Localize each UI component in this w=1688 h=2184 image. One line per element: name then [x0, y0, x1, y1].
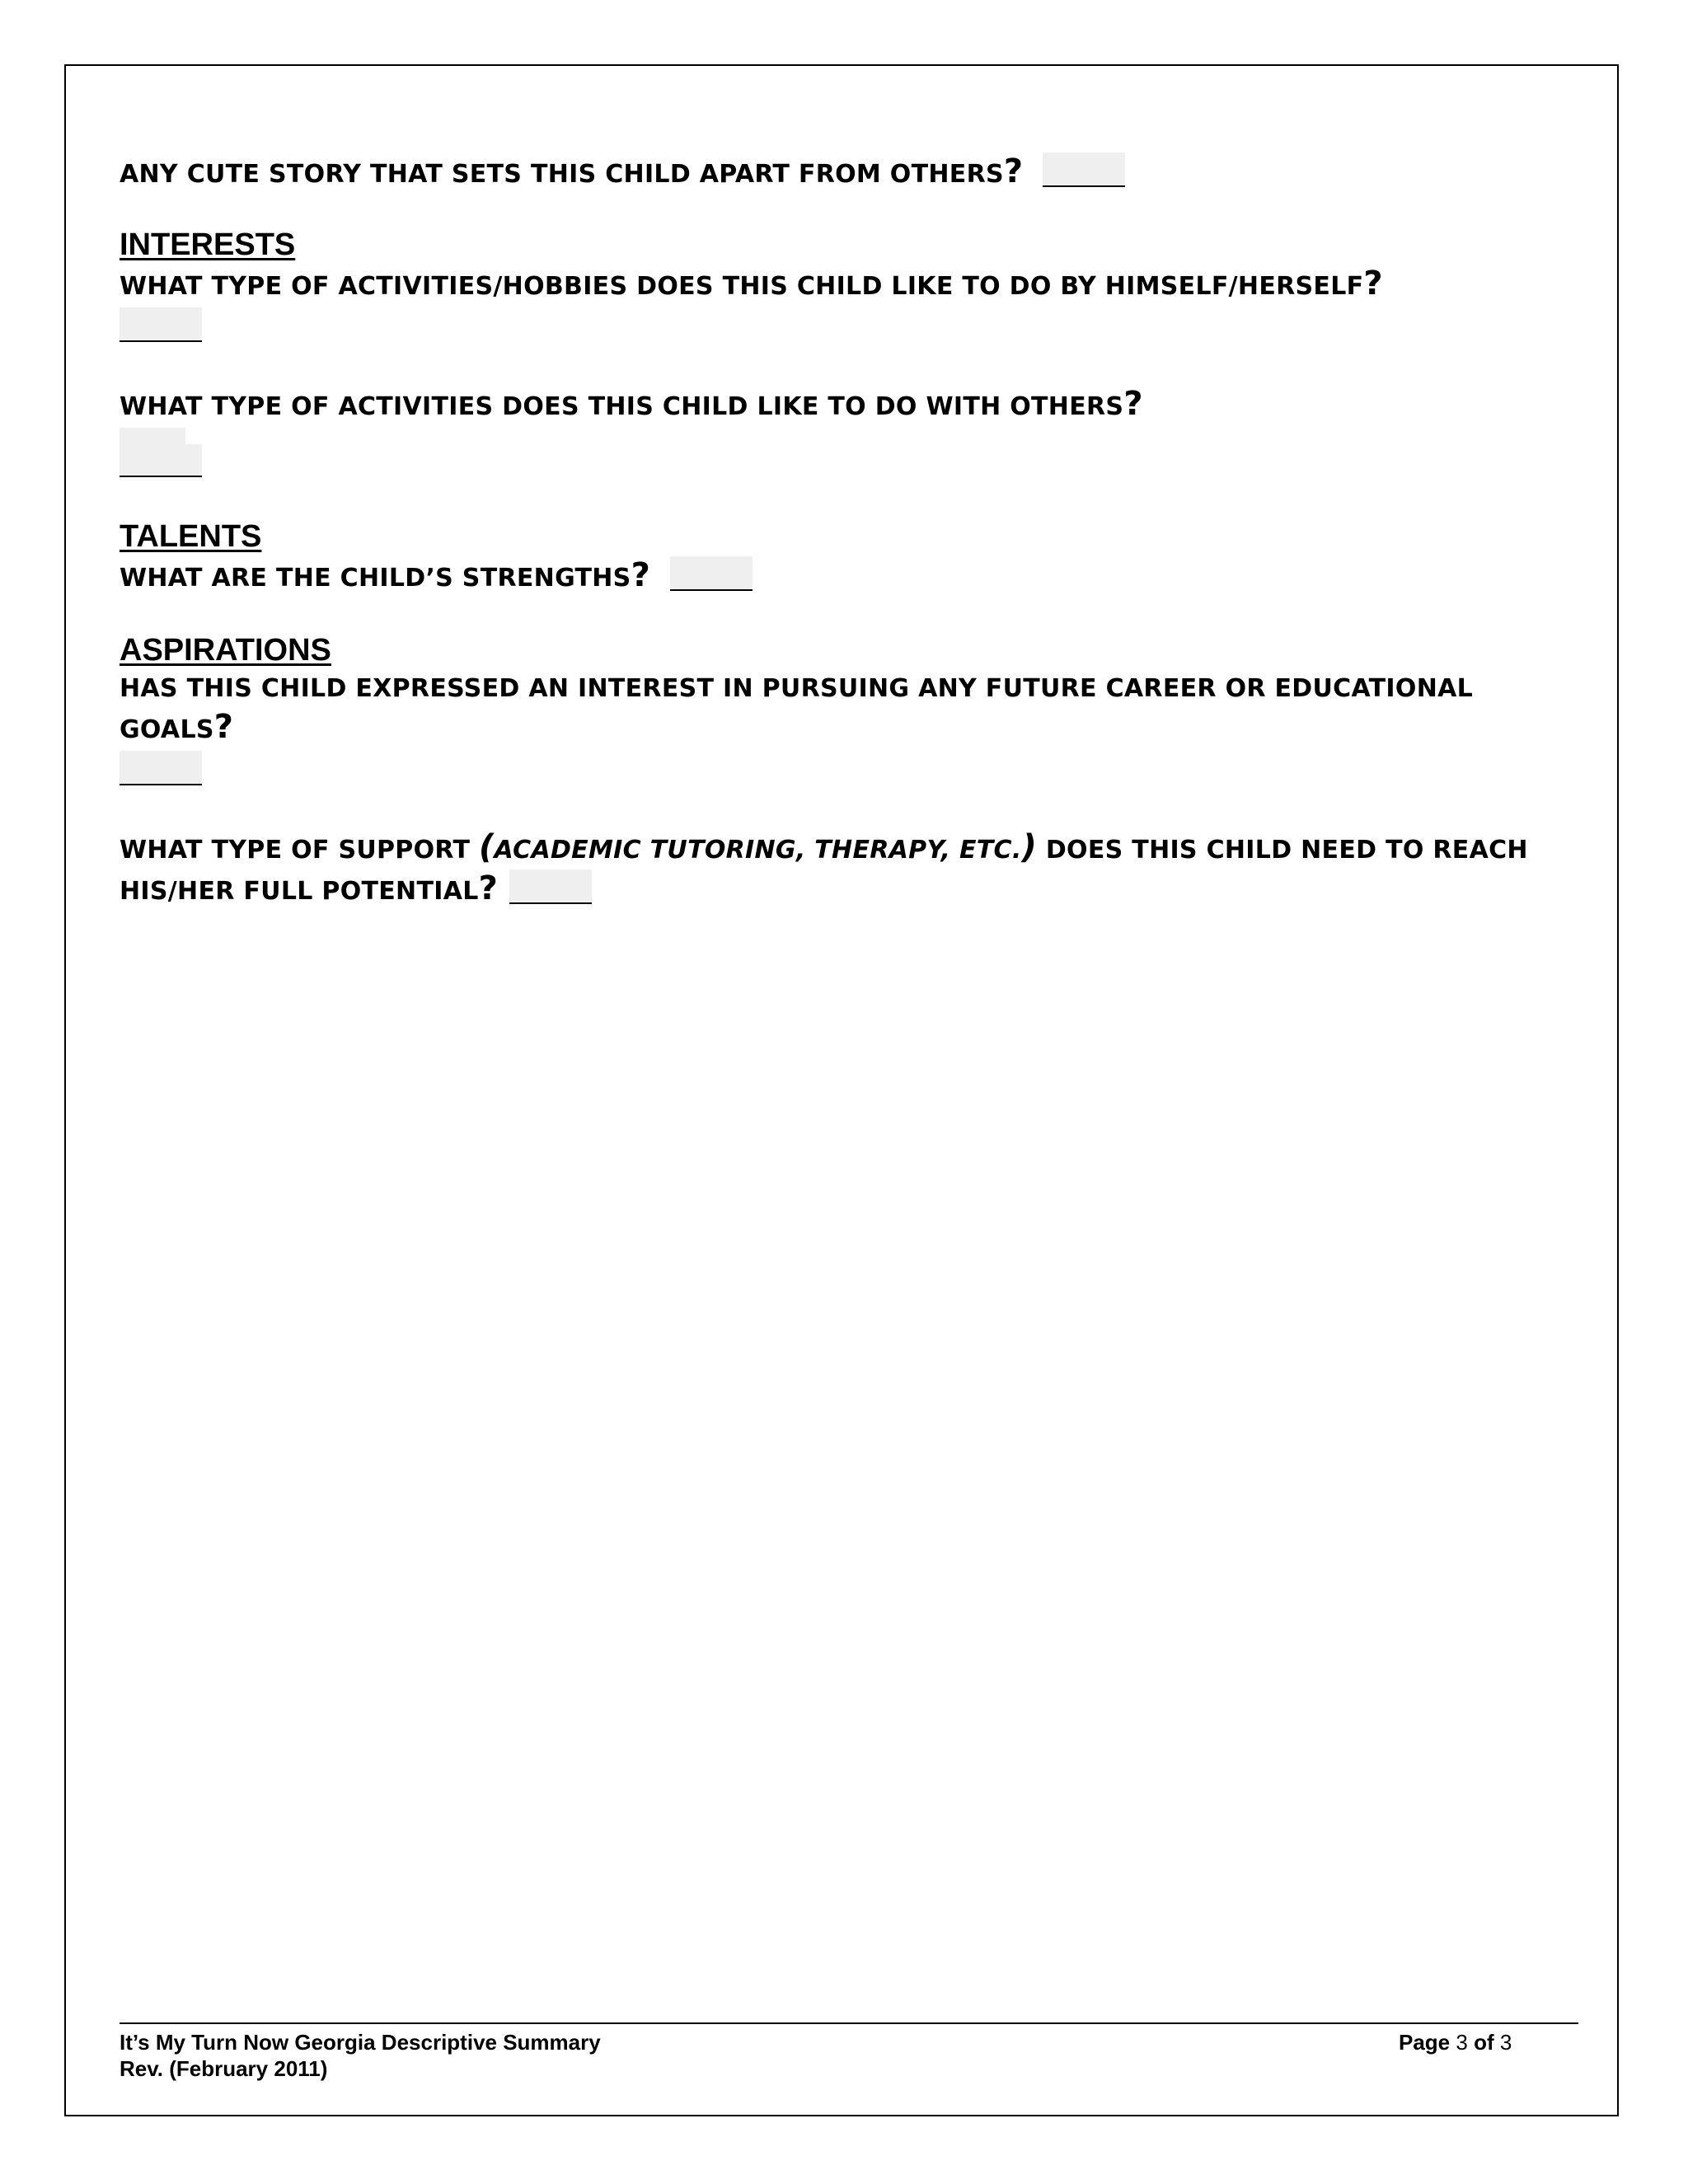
- question-support-text-before: WHAT TYPE OF SUPPORT: [120, 836, 479, 865]
- footer-rule: [120, 2022, 1578, 2024]
- field-shade-top: [120, 428, 185, 444]
- paren-close: ): [1021, 828, 1038, 866]
- footer-left: [120, 2029, 601, 2082]
- paren-open: (: [478, 828, 495, 866]
- page-number: [1399, 2029, 1512, 2055]
- footer-revision: Rev. (February 2011): [120, 2056, 328, 2081]
- section-heading-talents: TALENTS: [120, 519, 262, 554]
- page-total: 3: [1499, 2030, 1512, 2055]
- question-support-text-after: DOES THIS CHILD NEED TO REACH: [1037, 836, 1528, 865]
- page-current: 3: [1456, 2030, 1468, 2055]
- question-interests-alone-text: WHAT TYPE OF ACTIVITIES/HOBBIES DOES THIS CHILD LIKE TO DO BY HIMSELF/HERSELF: [120, 272, 1364, 301]
- question-mark: ?: [1123, 385, 1143, 423]
- page-label: Page: [1399, 2030, 1451, 2055]
- question-career-goals: [120, 670, 1570, 749]
- question-mark: ?: [213, 708, 234, 746]
- page-of: of: [1474, 2030, 1494, 2055]
- question-mark: ?: [1363, 265, 1383, 302]
- form-content: [120, 152, 1570, 911]
- question-cute-story: [120, 152, 1570, 194]
- question-strengths-text: WHAT ARE THE CHILD’S STRENGTHS: [120, 564, 631, 593]
- cute-story-field[interactable]: [1043, 152, 1125, 187]
- field-shade-bottom: [120, 444, 202, 477]
- question-support: [120, 828, 1570, 911]
- question-strengths: [120, 556, 1570, 598]
- question-mark: ?: [1003, 152, 1024, 190]
- question-career-goals-text: HAS THIS CHILD EXPRESSED AN INTEREST IN PURSUING ANY FUTURE CAREER OR EDUCATIONAL GOALS: [120, 674, 1474, 744]
- interests-alone-field[interactable]: [120, 307, 202, 342]
- footer-title: It’s My Turn Now Georgia Descriptive Summary: [120, 2030, 601, 2055]
- interests-others-field[interactable]: [120, 428, 202, 477]
- question-cute-story-text: ANY CUTE STORY THAT SETS THIS CHILD APART FROM OTHERS: [120, 160, 1004, 189]
- question-mark: ?: [478, 869, 499, 907]
- question-support-line2: HIS/HER FULL POTENTIAL: [120, 877, 479, 906]
- career-goals-field[interactable]: [120, 751, 202, 785]
- question-mark: ?: [631, 556, 651, 594]
- section-heading-aspirations: ASPIRATIONS: [120, 633, 331, 668]
- question-interests-others: [120, 385, 1570, 426]
- question-interests-alone: [120, 265, 1570, 306]
- question-support-examples: ACADEMIC TUTORING, THERAPY, ETC.: [494, 836, 1022, 865]
- section-heading-interests: INTERESTS: [120, 227, 296, 262]
- support-field[interactable]: [509, 869, 592, 904]
- question-interests-others-text: WHAT TYPE OF ACTIVITIES DOES THIS CHILD LIKE TO DO WITH OTHERS: [120, 392, 1124, 421]
- strengths-field[interactable]: [670, 556, 753, 591]
